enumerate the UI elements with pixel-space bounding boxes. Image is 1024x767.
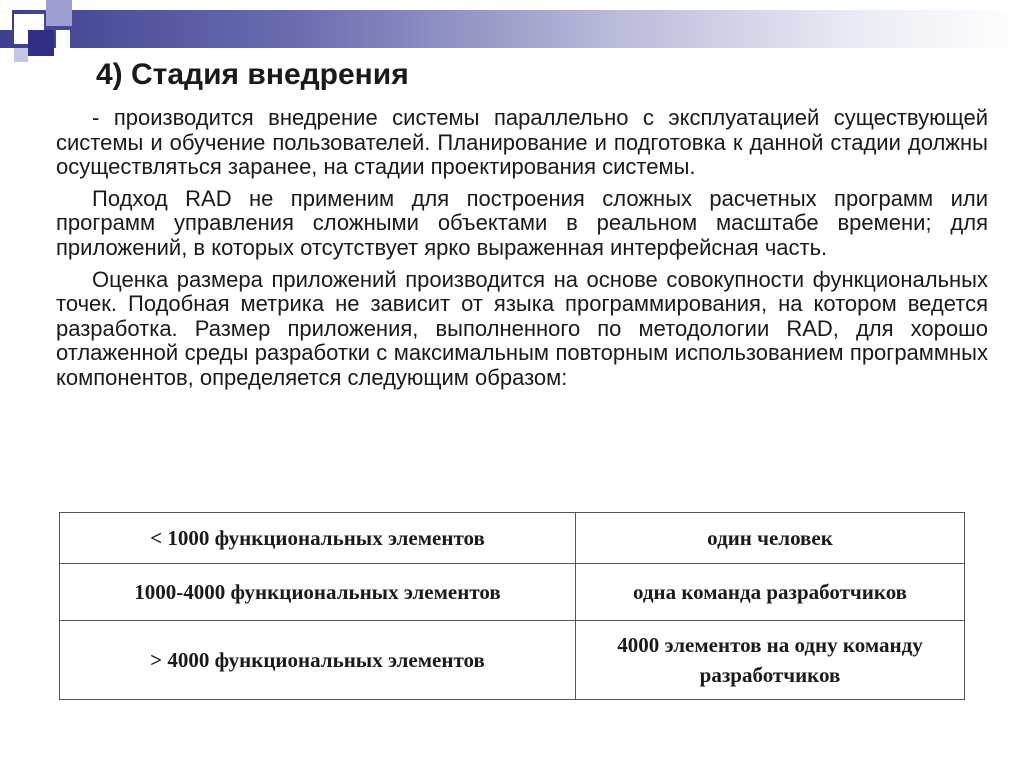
- size-cell: < 1000 функциональных элементов: [60, 513, 576, 564]
- paragraph-rad-limits: Подход RAD не применим для построения сложных расчетных программ или программ управления сложными объектами в реальном масштабе времени; для приложений, в которых отсутствует ярко выраженная интерфейсная часть.: [56, 185, 988, 260]
- slide-body: [56, 106, 988, 398]
- paragraph-size-estimation: Оценка размера приложений производится на основе совокупности функциональных точек. Подобная метрика не зависит от языка программирования, на котором ведется разработка. Размер приложения, выполненного по методологии RAD, для хорошо отлаженной среды разработки с максимальным повторным использованием программных компонентов, определяется следующим образом:: [56, 266, 988, 390]
- decor-square: [46, 0, 72, 26]
- team-cell: один человек: [576, 513, 965, 564]
- decor-square: [56, 30, 70, 50]
- decor-square: [14, 48, 28, 62]
- size-team-table: [59, 512, 965, 700]
- table-row: [60, 564, 965, 621]
- paragraph-implementation: - производится внедрение системы параллельно с эксплуатацией существующей системы и обучение пользователей. Планирование и подготовка к данной стадии должны осуществляться заранее, на стадии проектирования системы.: [56, 105, 988, 180]
- size-cell: > 4000 функциональных элементов: [60, 621, 576, 700]
- team-cell: [576, 621, 965, 700]
- decor-square: [28, 30, 54, 56]
- team-cell: одна команда разработчиков: [576, 564, 965, 621]
- table-row: [60, 513, 965, 564]
- header-band: [0, 10, 1024, 48]
- size-cell: 1000-4000 функциональных элементов: [60, 564, 576, 621]
- team-cell-text: 4000 элементов на одну команду разработчиков: [617, 633, 923, 687]
- slide-title: 4) Стадия внедрения: [96, 58, 409, 91]
- table-row: [60, 621, 965, 700]
- decor-square: [0, 10, 12, 30]
